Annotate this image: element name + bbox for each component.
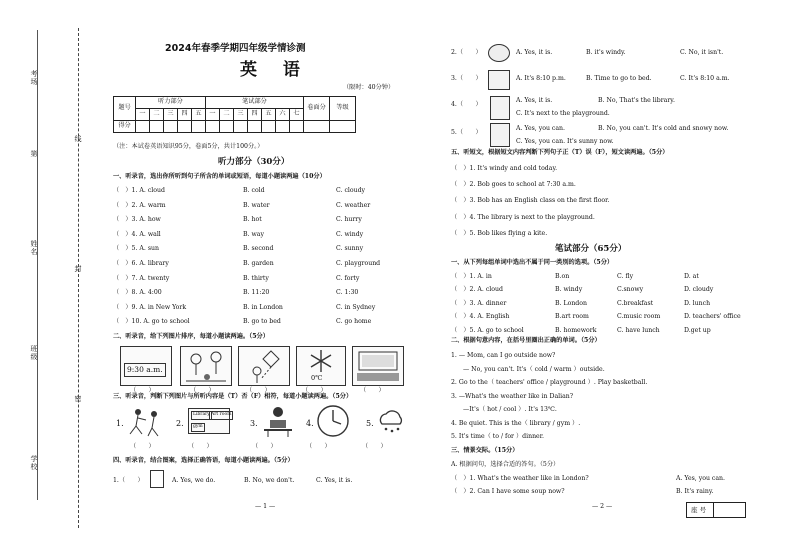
s1-item-2-a: （ ）2. A. warm [113,201,166,209]
w1-item-3-a: （ ）3. A. dinner [451,299,507,307]
people-running-icon [126,406,166,440]
clock-icon [316,404,350,440]
s1-item-2-b: B. water [243,201,270,209]
w1-item-5-b: B. homework [555,326,597,334]
time-limit: （限时：40分钟） [343,84,395,91]
score-num: 五 [192,109,206,121]
score-num: 一 [136,109,150,121]
w3-item-1-answer: A. Yes, you can. [676,475,725,482]
picture-time-label: 9:30 a.m. [124,363,166,377]
w2-line-4: 3. —What's the weather like in Dalian? [451,392,574,400]
score-blank[interactable] [206,121,220,133]
score-blank[interactable] [330,121,356,133]
s2-answer-bracket: （ ） [190,387,215,394]
w3-item-1-q: （ ）1. What's the weather like in London? [451,475,589,482]
score-cell-grade: 等级 [330,97,356,121]
s4-picture-3-icon [488,70,510,90]
s4-q1-picture [150,470,164,488]
w2-line-2: — No, you can't. It's（ cold / warm ）outside. [463,365,605,373]
s1-item-7-b: B. thirty [243,274,269,282]
writing-heading: 笔试部分（65分） [555,244,627,254]
s1-item-3-c: C. hurry [336,216,362,224]
s3-num-3: 3. [250,419,258,428]
page-number-right: — 2 — [592,503,613,510]
s4-q5-b: B. No, you can't. It's cold and snowy now. [598,125,729,132]
w2-line-1: 1. — Mom, can I go outside now? [451,352,556,359]
picture-computer-room-icon [352,346,404,386]
s4-q3-bracket: 3.（ ） [451,75,482,82]
score-blank[interactable] [178,121,192,133]
w1-item-4-b: B.art room [555,313,589,321]
s1-item-7-a: （ ）7. A. twenty [113,274,170,282]
writing-w2-title: 二、根据句意内容，在括号里圈出正确的单词。（5分） [451,337,601,344]
s4-q4-bracket: 4.（ ） [451,101,482,108]
s1-item-4-a: （ ）4. A. wall [113,230,161,238]
score-blank[interactable] [220,121,234,133]
s1-item-2-c: C. weather [336,201,371,209]
binding-label-class: 班级 [30,345,38,361]
binding-label-exam-room: 考场 [30,70,38,86]
s2-answer-bracket: （ ） [302,387,327,394]
s1-item-10-a: （ ）10. A. go to school [113,318,190,326]
s1-item-5-b: B. second [243,245,274,253]
s4-q5-a: A. Yes, you can. [516,125,565,132]
s4-q3-c: C. It's 8:10 a.m. [680,75,730,82]
s4-q4-c: C. It's next to the playground. [516,110,610,117]
s4-picture-2-icon [488,44,510,62]
s1-item-9-c: C. in Sydney [336,303,376,311]
w1-item-2-d: D. cloudy [684,286,714,294]
score-blank[interactable] [234,121,248,133]
s1-item-1-c: C. cloudy [336,187,366,194]
score-blank[interactable] [304,121,330,133]
seat-number-box[interactable] [686,502,746,518]
score-blank[interactable] [192,121,206,133]
binding-label-line: 线 [74,135,82,143]
s4-q1-b: B. No, we don't. [244,477,295,484]
score-blank[interactable] [290,121,304,133]
writing-w1-title: 一、从下列每组单词中选出不属于同一类别的选项。（5分） [451,259,614,266]
binding-label-secret: 密 [74,395,82,403]
sign-gym: gym [191,423,205,432]
score-num: 二 [220,109,234,121]
exam-title: 2024年春季学期四年级学情诊测 [165,43,306,54]
picture-kids-playing-icon [180,346,232,386]
s4-q4-b: B. No, That's the library. [598,97,675,104]
s1-item-1-a: （ ）1. A. cloud [113,187,165,194]
s1-item-10-b: B. go to bed [243,318,281,326]
w3-item-2-q: （ ）2. Can I have some soup now? [451,488,565,495]
w1-item-5-c: C. have lunch [617,326,660,334]
w2-line-7: 5. It's time（ to / for ）dinner. [451,433,544,440]
s4-picture-4-icon [490,96,510,120]
page-number-left: — 1 — [255,503,276,510]
listening-s2-title: 二、听录音，给下列图片排序，每道小题读两遍。（5分） [113,333,269,340]
score-num: 六 [276,109,290,121]
w1-item-2-c: C.snowy [617,286,644,294]
w1-item-3-c: C.breakfast [617,299,654,307]
picture-clock-time [120,346,172,386]
w3-item-2-answer: B. It's rainy. [676,488,714,495]
s3-num-4: 4. [306,419,314,428]
s5-item-5: （ ）5. Bob likes flying a kite. [451,229,548,237]
score-cell-neatness: 卷面分 [304,97,330,121]
s5-item-3: （ ）3. Bob has an English class on the first floor. [451,197,610,205]
s1-item-10-c: C. go home [336,318,372,326]
score-blank[interactable] [262,121,276,133]
w1-item-2-b: B. windy [555,286,583,294]
binding-label-seal: 封 [74,265,82,273]
listening-s1-title: 一、听录音，选出你所听到句子所含的单词或短语，每道小题读两遍（10分） [113,173,326,180]
student-studying-icon [260,404,296,440]
picture-room-signs [188,408,230,434]
s4-q1-a: A. Yes, we do. [172,477,216,484]
s2-answer-bracket: （ ） [360,387,385,394]
s3-answer-bracket: （ ） [188,443,213,450]
s4-q3-b: B. Time to go to bed. [586,75,652,82]
w1-item-1-a: （ ）1. A. in [451,273,492,280]
s2-answer-bracket: （ ） [130,387,155,394]
w1-item-4-a: （ ）4. A. English [451,313,510,321]
score-num: 四 [178,109,192,121]
s1-item-4-c: C. windy [336,230,364,238]
s4-q1-bracket: 1.（ ） [113,477,144,484]
s2-answer-bracket: （ ） [246,387,271,394]
s1-item-8-c: C. 1:30 [336,289,359,297]
score-table [113,96,356,133]
picture-kite-flying-icon [238,346,290,386]
picture-temp-label: 0℃ [311,374,323,382]
s5-item-1: （ ）1. It's windy and cold today. [451,165,558,172]
s5-item-4: （ ）4. The library is next to the playground. [451,213,595,221]
score-blank[interactable] [136,121,150,133]
score-blank[interactable] [276,121,290,133]
subject-title: 英 语 [240,60,310,80]
s3-num-5: 5. [366,419,374,428]
sign-library: Library [191,411,212,420]
w1-item-2-a: （ ）2. A. cloud [451,286,503,294]
score-cell-listening: 听力部分 [136,97,206,109]
listening-s5-title: 五、听短文，根据短文内容判断下列句子正（T）误（F），短文读两遍。（5分） [451,149,669,156]
s4-q1-c: C. Yes, it is. [316,477,353,484]
writing-w3-title: 三、情景交际。（15分） [451,447,519,454]
score-num: 三 [234,109,248,121]
w1-item-1-d: D. at [684,273,699,280]
binding-label-name: 姓名 [30,240,38,256]
s4-q3-a: A. It's 8:10 p.m. [516,75,566,82]
s3-answer-bracket: （ ） [362,443,387,450]
s1-item-8-a: （ ）8. A. 4:00 [113,289,162,297]
picture-snowflake-temp [296,346,346,386]
w2-line-5: —It's（ hot / cool ）. It's 13℃. [463,406,557,413]
s3-num-2: 2. [176,419,184,428]
w1-item-1-c: C. fly [617,273,634,280]
w1-item-4-c: C.music room [617,313,661,321]
s3-answer-bracket: （ ） [130,443,155,450]
listening-s3-title: 三、听录音，判断下列图片与所听内容是（T）否（F）相符，每道小题读两遍。（5分） [113,393,353,400]
w1-item-1-b: B.on [555,273,570,280]
s4-q4-a: A. Yes, it is. [516,97,553,104]
w1-item-4-d: D. teachers' office [684,313,741,321]
w1-item-3-d: D. lunch [684,299,711,307]
seat-divider [713,503,714,517]
writing-w3-sub: A. 根据问句，选择合适的答句。（5分） [451,461,560,468]
s1-item-5-c: C. sunny [336,245,364,253]
score-row-label: 得分 [114,121,136,133]
score-num: 七 [290,109,304,121]
score-cell-writing: 笔试部分 [206,97,304,109]
s1-item-9-a: （ ）9. A. in New York [113,303,187,311]
score-blank[interactable] [248,121,262,133]
sign-art-room: Art room [209,411,233,420]
s4-q2-b: B. it's windy. [586,49,626,56]
s1-item-3-a: （ ）3. A. how [113,216,161,224]
s1-item-5-a: （ ）5. A. sun [113,245,159,253]
s1-item-7-c: C. forty [336,274,360,282]
w2-line-3: 2. Go to the（ teachers' office / playground ）. Play basketball. [451,379,648,386]
s1-item-8-b: B. 11:20 [243,289,270,297]
score-cell-label: 题号 [114,97,136,121]
w2-line-6: 4. Be quiet. This is the（ library / gym ）. [451,419,581,427]
binding-cut-line [78,28,79,528]
s1-item-9-b: B. in London [243,303,283,311]
s1-item-4-b: B. way [243,230,264,238]
w1-item-3-b: B. London [555,299,587,307]
listening-heading: 听力部分（30分） [218,157,290,167]
s1-item-1-b: B. cold [243,187,265,194]
s3-answer-bracket: （ ） [306,443,331,450]
s1-item-6-c: C. playground [336,260,381,267]
score-num: 三 [164,109,178,121]
s4-q2-bracket: 2.（ ） [451,49,482,56]
w1-item-5-d: D.get up [684,326,711,334]
score-num: 四 [248,109,262,121]
binding-underline [37,30,38,500]
s5-item-2: （ ）2. Bob goes to school at 7:30 a.m. [451,181,576,189]
score-blank[interactable] [164,121,178,133]
w1-item-5-a: （ ）5. A. go to school [451,326,524,334]
score-num: 二 [150,109,164,121]
seat-number-label: 座 号 [691,506,707,514]
s1-item-6-b: B. garden [243,260,274,267]
s4-q5-c: C. Yes, you can. It's sunny now. [516,138,614,145]
binding-label-number: 第 [30,150,38,158]
s3-num-1: 1. [116,419,124,428]
s4-picture-5-icon [490,123,510,147]
s4-q2-c: C. No, it isn't. [680,49,724,56]
score-num: 五 [262,109,276,121]
score-num: 一 [206,109,220,121]
listening-s4-title: 四、听录音，结合图案，选择正确答语，每道小题读两遍。（5分） [113,457,294,464]
s3-answer-bracket: （ ） [252,443,277,450]
score-blank[interactable] [150,121,164,133]
rain-cloud-icon [376,408,406,438]
s4-q5-bracket: 5.（ ） [451,129,482,136]
exam-note: （注：本试卷英语知识95分，卷面5分，共计100分。） [113,143,264,150]
s4-q2-a: A. Yes, it is. [516,49,553,56]
s1-item-6-a: （ ）6. A. library [113,260,169,267]
s1-item-3-b: B. hot [243,216,262,224]
binding-label-school: 学校 [30,455,38,471]
